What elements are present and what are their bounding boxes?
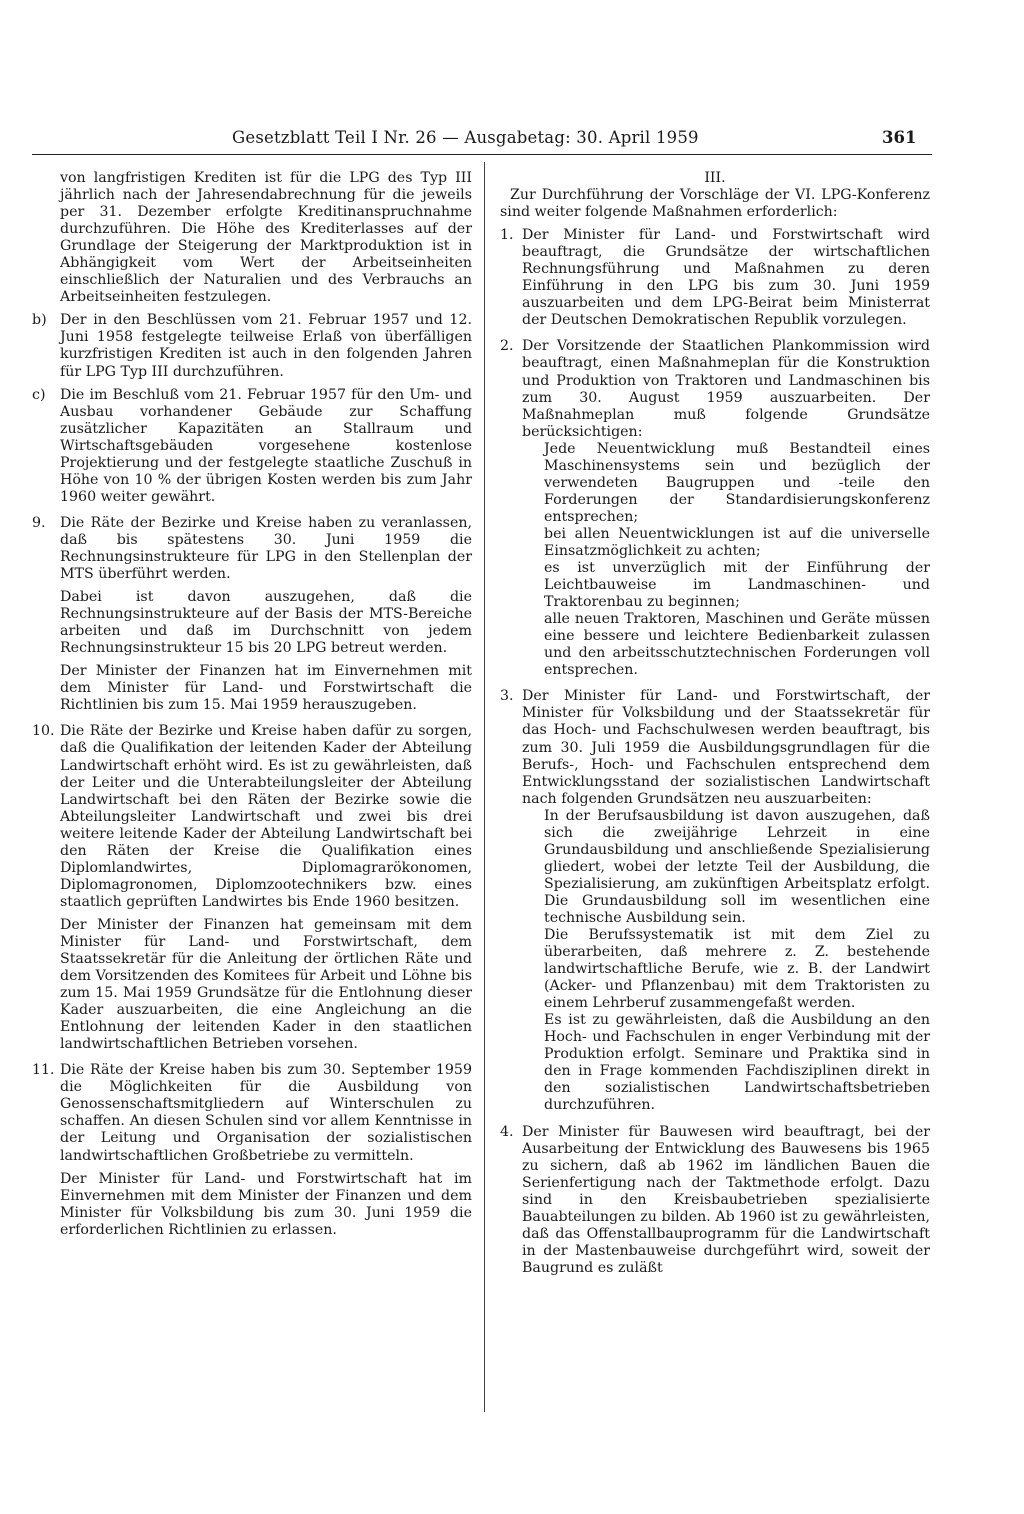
measure-1-text: Der Minister für Land- und Forstwirtschaft wird beauftragt, die Grundsätze der wirtschaftlichen Rechnungsführung und Maßnahmen zu deren Einführung in den LPG bis zum 30. Juni 1959 auszuarbeiten und dem LPG-Beirat beim Ministerrat der Deutschen Demokratischen Republik vorzulegen. bbox=[522, 227, 930, 329]
measure-2-text: Der Vorsitzende der Staatlichen Plankommission wird beauftragt, einen Maßnahmeplan für die Konstruktion und Produktion von Traktoren und Landmaschinen bis zum 30. August 1959 auszuarbeiten. Der Maßnahmeplan muß folgende Grundsätze berücksichtigen: bbox=[522, 338, 930, 440]
measure-4-label: 4. bbox=[500, 1123, 514, 1140]
column-divider bbox=[484, 162, 485, 1412]
left-column bbox=[32, 170, 472, 1239]
page-header bbox=[232, 128, 932, 147]
measure-2-principle-1: Jede Neuentwicklung muß Bestandteil eines Maschinensystems sein und bezüglich der verwendeten Baugruppen und -teile den Forderungen der Standardisierungskonferenz entsprechen; bbox=[544, 440, 930, 525]
header-title: Gesetzblatt Teil I Nr. 26 — Ausgabetag: 30. April 1959 bbox=[232, 128, 699, 147]
continued-paragraph: von langfristigen Krediten ist für die LPG des Typ III jährlich nach der Jahresendabrechnung für die jeweils per 31. Dezember erfolgte Kreditinanspruchnahme durchzuführen. Die Höhe des Krediterlasses auf der Grundlage der Steigerung der Marktproduktion ist in Abhängigkeit vom Wert der Arbeitseinheiten einschließlich der Naturalien und des Verbrauchs an Arbeitseinheiten festzulegen. bbox=[60, 170, 472, 306]
page-number: 361 bbox=[882, 128, 917, 147]
item-11 bbox=[32, 1062, 472, 1238]
measure-2-principle-4: alle neuen Traktoren, Maschinen und Geräte müssen eine bessere und leichtere Bedienbarkeit zulassen und den arbeitsschutztechnischen Forderungen voll entsprechen. bbox=[544, 611, 930, 679]
measure-3-principle-2: Die Berufssystematik ist mit dem Ziel zu überarbeiten, daß mehrere z. Z. bestehende landwirtschaftliche Berufe, wie z. B. der Landwirt (Acker- und Pflanzenbau) mit dem Traktoristen zu einem Lehrberuf zusammengefaßt werden. bbox=[544, 927, 930, 1012]
item-10 bbox=[32, 723, 472, 1053]
measure-2-principle-3: es ist unverzüglich mit der Einführung der Leichtbauweise im Landmaschinen- und Traktorenbau zu beginnen; bbox=[544, 560, 930, 611]
item-9-paragraph-3: Der Minister der Finanzen hat im Einvernehmen mit dem Minister für Land- und Forstwirtschaft die Richtlinien bis zum 15. Mai 1959 herauszugeben. bbox=[60, 663, 472, 714]
measure-2-label: 2. bbox=[500, 338, 514, 355]
measure-4 bbox=[500, 1124, 930, 1277]
item-10-paragraph-1: Die Räte der Bezirke und Kreise haben dafür zu sorgen, daß die Qualifikation der leitenden Kader der Abteilung Landwirtschaft erhöht wird. Es ist zu gewährleisten, daß der Leiter und die Unterabteilungsleiter der Abteilung Landwirtschaft bei den Räten der Bezirke sowie die Abteilungsleiter Landwirtschaft und zwei bis drei weitere leitende Kader der Abteilung Landwirtschaft bei den Räten der Kreise die Qualifikation eines Diplomlandwirtes, Diplomagrarökonomen, Diplomagronomen, Diplomzootechnikers bzw. eines staatlich geprüften Landwirtes bis Ende 1960 besitzen. bbox=[60, 723, 472, 910]
item-b-text: Der in den Beschlüssen vom 21. Februar 1957 und 12. Juni 1958 festgelegte teilweise Erlaß von überfälligen kurzfristigen Krediten ist auch in den folgenden Jahren für LPG Typ III durchzuführen. bbox=[60, 312, 472, 380]
section-intro: Zur Durchführung der Vorschläge der VI. LPG-Konferenz sind weiter folgende Maßnahmen erforderlich: bbox=[500, 187, 930, 221]
item-10-label: 10. bbox=[32, 723, 55, 740]
item-9-paragraph-2: Dabei ist davon auszugehen, daß die Rechnungsinstrukteure auf der Basis der MTS-Bereiche arbeiten und daß im Durchschnitt von jedem Rechnungsinstrukteur 15 bis 20 LPG betreut werden. bbox=[60, 589, 472, 657]
item-9-paragraph-1: Die Räte der Bezirke und Kreise haben zu veranlassen, daß bis spätestens 30. Juni 1959 die Rechnungsinstrukteure für LPG in den Stellenplan der MTS überführt werden. bbox=[60, 514, 472, 583]
item-10-paragraph-2: Der Minister der Finanzen hat gemeinsam mit dem Minister für Land- und Forstwirtschaft, dem Staatssekretär für die Anleitung der örtlichen Räte und dem Vorsitzenden des Komitees für Arbeit und Löhne bis zum 15. Mai 1959 Grundsätze für die Entlohnung dieser Kader auszuarbeiten, die eine Angleichung an die Entlohnung der leitenden Kader in den staatlichen landwirtschaftlichen Betrieben vorsehen. bbox=[60, 916, 472, 1053]
right-column bbox=[500, 170, 930, 1277]
item-c-text: Die im Beschluß vom 21. Februar 1957 für den Um- und Ausbau vorhandener Gebäude zur Schaffung zusätzlicher Kapazitäten an Stallraum und Wirtschaftsgebäuden vorgesehene kostenlose Projektierung und der festgelegte staatliche Zuschuß in Höhe von 10 % der übrigen Kosten werden bis zum Jahr 1960 weiter gewährt. bbox=[60, 386, 472, 505]
item-c bbox=[32, 387, 472, 506]
item-b bbox=[32, 312, 472, 380]
measure-3-label: 3. bbox=[500, 688, 514, 705]
measure-2-principle-2: bei allen Neuentwicklungen ist auf die universelle Einsatzmöglichkeit zu achten; bbox=[544, 525, 930, 559]
item-11-paragraph-2: Der Minister für Land- und Forstwirtschaft hat im Einvernehmen mit dem Minister der Finanzen und dem Minister für Volksbildung bis zum 30. Juni 1959 die erforderlichen Richtlinien zu erlassen. bbox=[60, 1170, 472, 1238]
item-11-label: 11. bbox=[32, 1062, 55, 1079]
measure-1-label: 1. bbox=[500, 227, 514, 244]
item-9-label: 9. bbox=[32, 514, 46, 531]
measure-1 bbox=[500, 227, 930, 329]
item-b-label: b) bbox=[32, 312, 47, 329]
measure-3-principle-1: In der Berufsausbildung ist davon auszugehen, daß sich die zweijährige Lehrzeit in eine Grundausbildung und anschließende Spezialisierung gliedert, wobei der letzte Teil der Ausbildung, die Spezialisierung, am zukünftigen Arbeitsplatz erfolgt. Die Grundausbildung soll im wesentlichen eine technische Ausbildung sein. bbox=[544, 807, 930, 926]
item-11-paragraph-1: Die Räte der Kreise haben bis zum 30. September 1959 die Möglichkeiten für die Ausbildung von Genossenschaftsmitgliedern auf Winterschulen zu schaffen. An diesen Schulen sind vor allem Kenntnisse in der Leitung und Organisation der sozialistischen landwirtschaftlichen Großbetriebe zu vermitteln. bbox=[60, 1062, 472, 1164]
measure-3-principle-3: Es ist zu gewährleisten, daß die Ausbildung an den Hoch- und Fachschulen in enger Verbindung mit der Produktion erfolgt. Seminare und Praktika sind in den in Frage kommenden Fachdisziplinen direkt in den sozialistischen Landwirtschaftsbetrieben durchzuführen. bbox=[544, 1012, 930, 1114]
item-9 bbox=[32, 515, 472, 715]
measure-4-text: Der Minister für Bauwesen wird beauftragt, bei der Ausarbeitung der Entwicklung des Bauwesens bis 1965 zu sichern, daß ab 1962 im ländlichen Bauen die Serienfertigung nach der Taktmethode erfolgt. Dazu sind in den Kreisbaubetrieben spezialisierte Bauabteilungen zu bilden. Ab 1960 ist zu gewährleisten, daß das Offenstallbauprogramm für die Landwirtschaft in der Mastenbauweise durchgeführt wird, soweit der Baugrund es zuläßt bbox=[522, 1123, 930, 1276]
section-heading: III. bbox=[704, 170, 726, 186]
measure-2 bbox=[500, 338, 930, 679]
header-rule bbox=[32, 154, 932, 155]
measure-3 bbox=[500, 688, 930, 1114]
item-c-label: c) bbox=[32, 386, 46, 403]
measure-3-text: Der Minister für Land- und Forstwirtschaft, der Minister für Volksbildung und der Staatssekretär für das Hoch- und Fachschulwesen werden beauftragt, bis zum 30. Juli 1959 die Ausbildungsgrundlagen für die Berufs-, Hoch- und Fachschulen entsprechend dem Entwicklungsstand der sozialistischen Landwirtschaft nach folgenden Grundsätzen neu auszuarbeiten: bbox=[522, 688, 930, 807]
